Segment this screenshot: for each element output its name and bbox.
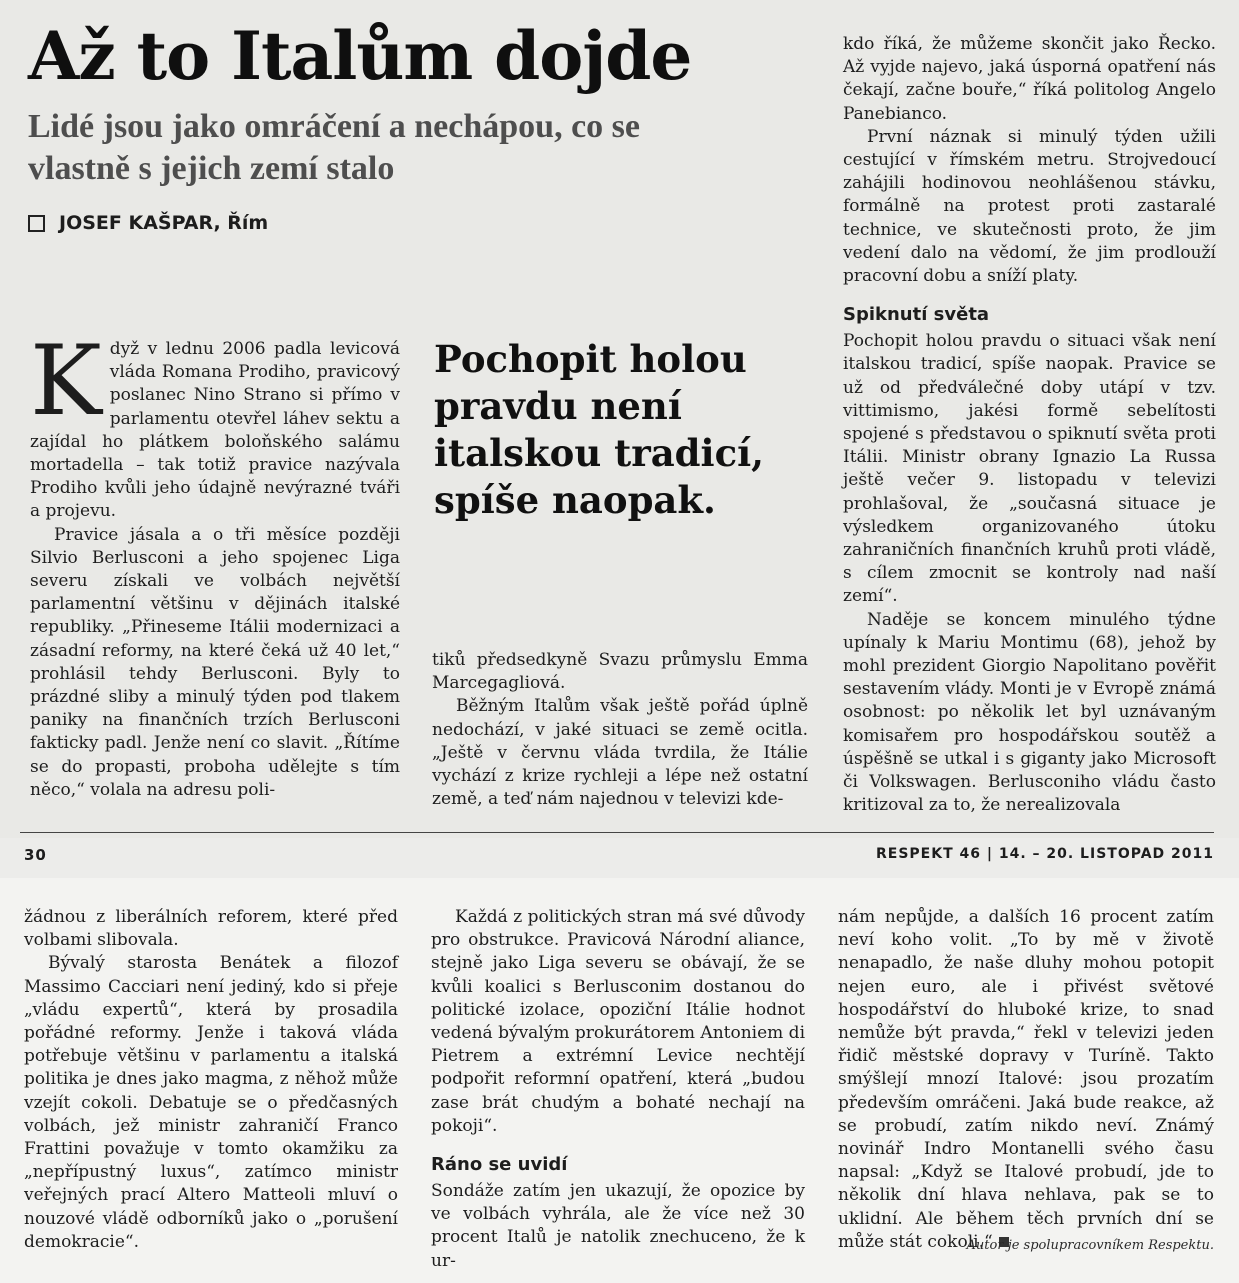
bottom-column-1: [24, 906, 398, 1254]
author-credit: Autor je spolupracovníkem Respektu.: [966, 1238, 1214, 1253]
paragraph: První náznak si minulý týden užili cestující v římském metru. Strojvedoucí zahájili hodinovou neohlášenou stávku, formálně na protest proti zastaralé technice, ve skutečnosti proto, že jim vedení dalo na vědomí, že jim prodlouží pracovní dobu a sníží platy.: [843, 126, 1216, 287]
paragraph: Pravice jásala a o tři měsíce později Silvio Berlusconi a jeho spojenec Liga severu získali ve volbách největší parlamentní většinu v dějinách italské republiky. „Přineseme Itálii modernizaci a zásadní reformy, na které čeká už 40 let,“ prohlásil tehdy Berlusconi. Byly to prázdné sliby a minulý týden pod tlakem paniky na finančních trzích Berlusconi fakticky padl. Jenže není co slavit. „Řítíme se do propasti, proboha udělejte s tím něco,“ volala na adresu poli-: [30, 524, 400, 800]
paragraph: Pochopit holou pravdu o situaci však není italskou tradicí, spíše naopak. Pravice se už od předválečné doby utápí v tzv. vittimismo, jakési formě sebelítosti spojené s představou o spiknutí světa proti Itálii. Ministr obrany Ignazio La Russa ještě večer 9. listopadu v televizi prohlašoval, že „současná situace je výsledkem organizovaného útoku zahraničních finančních kruhů proti vládě, s cílem zmocnit se kontroly nad naší zemí“.: [843, 331, 1216, 607]
publication-info: RESPEKT 46 | 14. – 20. LISTOPAD 2011: [875, 846, 1214, 862]
paragraph: [838, 906, 1214, 1254]
paragraph: Sondáže zatím jen ukazují, že opozice by ve volbách vyhrála, ale že více než 30 procent Italů je natolik znechuceno, že k ur-: [431, 1181, 805, 1271]
byline: [28, 210, 268, 236]
top-column-3: [843, 33, 1216, 818]
paragraph: Bývalý starosta Benátek a filozof Massimo Cacciari není jediný, kdo si přeje „vládu expertů“, která by prosadila pořádné reformy. Jenže i taková vláda potřebuje většinu v parlamentu a italská politika je dnes jako magma, z něhož může vzejít cokoli. Debatuje se o předčasných volbách, jež ministr zahraničí Franco Frattini považuje v tomto okamžiku za „nepřípustný luxus“, zatímco ministr veřejných prací Altero Matteoli mluví o nouzové vládě odborníků jako o „porušení demokracie“.: [24, 953, 398, 1252]
paragraph: Každá z politických stran má své důvody pro obstrukce. Pravicová Národní aliance, stejně jako Liga severu se obávají, že se kvůli koalici s Berlusconim dostanou do politické izolace, opoziční Itálie hodnot vedená bývalým prokurátorem Antoniem di Pietrem a extrémní Levice nechtějí podpořit reformní opatření, která „budou zase brát chudým a bohaté nechají na pokoji“.: [431, 907, 805, 1136]
byline-box-icon: [28, 215, 45, 232]
paragraph: tiků předsedkyně Svazu průmyslu Emma Marcegagliová.: [432, 650, 808, 694]
bottom-column-2: [431, 906, 805, 1273]
lead-text: dyž v lednu 2006 padla levicová vláda Romana Prodiho, pravicový poslanec Nino Strano si přímo v parlamentu otevřel láhev sektu a zajídal ho plátkem boloňského salámu mortadella – tak totiž pravice nazývala Prodiho kvůli jeho údajně nevýrazné tváři a projevu.: [30, 339, 400, 522]
paragraph: Běžným Italům však ještě pořád úplně nedochází, v jaké situaci se země ocitla. „Ještě v červnu vláda tvrdila, že Itálie vychází z krize rychleji a lépe než ostatní země, a teď nám najednou v televizi kde-: [432, 696, 808, 810]
paragraph: kdo říká, že můžeme skončit jako Řecko. Až vyjde najevo, jaká úsporná opatření nás čekají, začne bouře,“ říká politolog Angelo Panebianco.: [843, 34, 1216, 124]
author-name: JOSEF KAŠPAR, Řím: [59, 212, 269, 234]
paragraph: Naděje se koncem minulého týdne upínaly k Mariu Montimu (68), jehož by mohl prezident Giorgio Napolitano pověřit sestavením vlády. Monti je v Evropě známá osobnost: po několik let byl uznávaným komisařem pro hospodářskou soutěž a úspěšně se utkal i s giganty jako Microsoft či Volkswagen. Berlusconiho vládu často kritizoval za to, že nerealizovala: [843, 609, 1216, 816]
section-heading: Spiknutí světa: [843, 304, 990, 326]
section-heading: Ráno se uvidí: [431, 1154, 568, 1176]
page-number: 30: [24, 846, 47, 864]
bottom-column-3: [838, 906, 1214, 1254]
paragraph: žádnou z liberálních reforem, které před volbami slibovala.: [24, 907, 398, 951]
lead-paragraph: [30, 325, 400, 524]
pull-quote: Pochopit holou pravdu není italskou tradicí, spíše naopak.: [434, 337, 765, 522]
article-subtitle: Lidé jsou jako omráčení a nechápou, co se vlastně s jejich zemí stalo: [28, 108, 640, 187]
footer-rule: [20, 832, 1214, 833]
closing-text: nám nepůjde, a dalších 16 procent zatím neví koho volit. „To by mě v životě nenapadlo, že naše dluhy mohou potopit nejen euro, ale i přivést světové hospodářství do hluboké krize, to snad nemůže být pravda,“ řekl v televizi jeden řidič městské dopravy v Turíně. Takto smýšlejí mnozí Italové: jsou prozatím především omráčeni. Jaká bude reakce, až se probudí, zatím nikdo neví. Známý novinář Indro Montanelli svého času napsal: „Když se Italové probudí, jde to několik dní hlava nehlava, pak se to uklidní. Ale během těch prvních dní se může stát cokoli.“: [838, 907, 1214, 1252]
article-title: Až to Italům dojde: [28, 17, 692, 95]
top-column-2: [432, 649, 808, 811]
drop-cap: K: [30, 325, 102, 437]
top-column-1: [30, 325, 400, 802]
